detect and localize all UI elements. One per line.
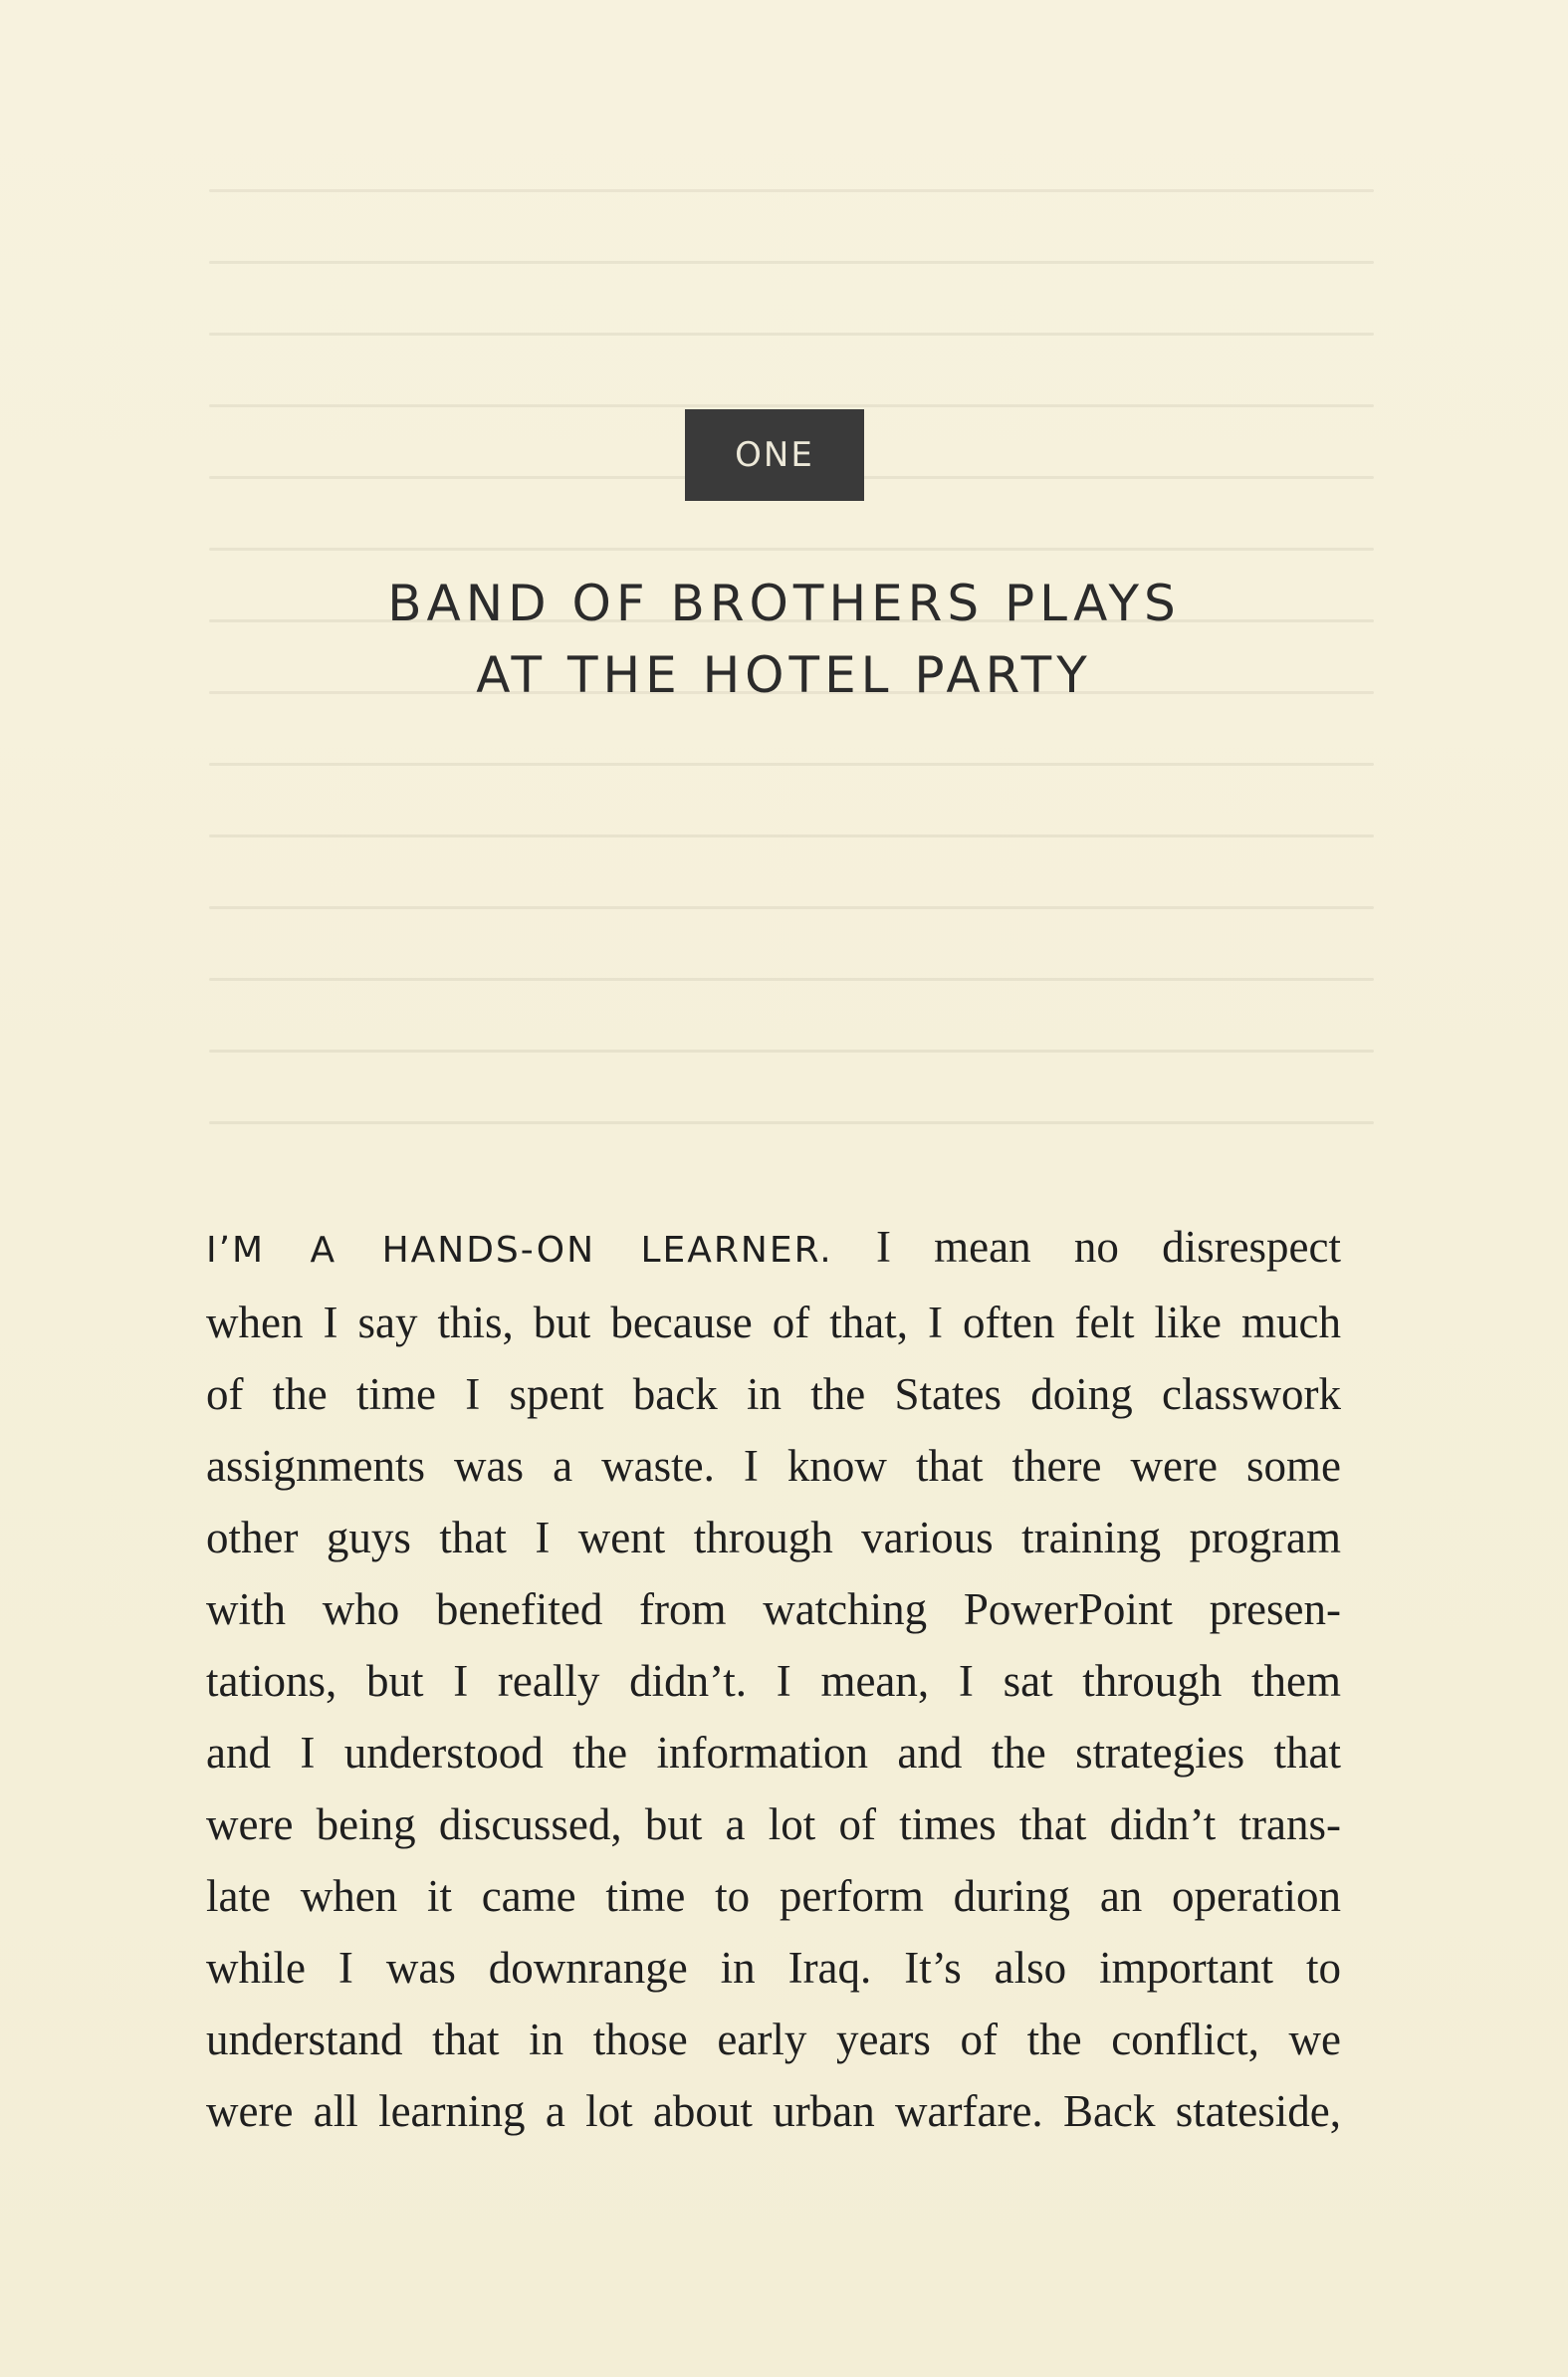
body-line-9: were being discussed, but a lot of times that didn’t trans-	[206, 1799, 1341, 1849]
body-line-1	[206, 1211, 1341, 1287]
chapter-title-line-2: AT THE HOTEL PARTY	[476, 646, 1092, 704]
body-paragraph	[206, 1211, 1341, 2147]
body-line-11: while I was downrange in Iraq. It’s also important to	[206, 1943, 1341, 1993]
body-line-12: understand that in those early years of the conflict, we	[206, 2015, 1341, 2064]
body-line-7: tations, but I really didn’t. I mean, I sat through them	[206, 1656, 1341, 1706]
body-line-6: with who benefited from watching PowerPoint presen-	[206, 1584, 1341, 1634]
body-line-1-text: I mean no disrespect	[832, 1222, 1342, 1272]
body-line-2: when I say this, but because of that, I often felt like much	[206, 1298, 1341, 1347]
body-line-3: of the time I spent back in the States doing classwork	[206, 1369, 1341, 1419]
body-line-4: assignments was a waste. I know that there were some	[206, 1441, 1341, 1491]
body-line-8: and I understood the information and the strategies that	[206, 1728, 1341, 1778]
chapter-number-label: ONE	[685, 409, 864, 501]
body-line-13: were all learning a lot about urban warfare. Back stateside,	[206, 2086, 1341, 2136]
chapter-title-line-1: BAND OF BROTHERS PLAYS	[387, 575, 1181, 632]
lead-in-text: I’M A HANDS-ON LEARNER.	[206, 1230, 833, 1271]
body-line-10: late when it came time to perform during an operation	[206, 1871, 1341, 1921]
body-line-5: other guys that I went through various training program	[206, 1513, 1341, 1562]
chapter-title	[179, 568, 1389, 711]
